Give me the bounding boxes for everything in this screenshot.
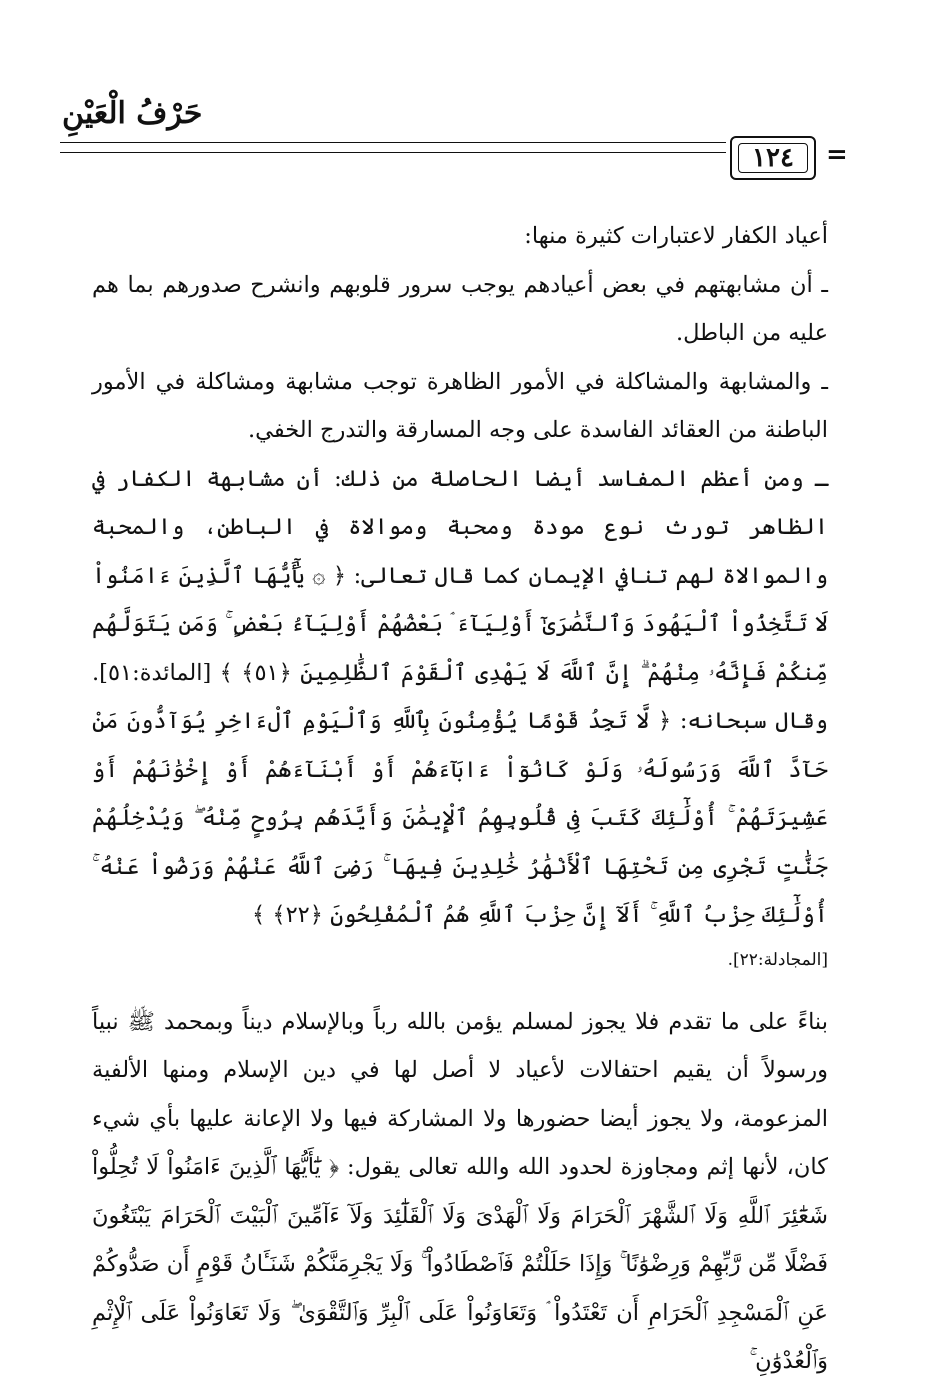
page-mark: = (826, 140, 848, 170)
page-number: ١٢٤ (752, 143, 794, 173)
paragraph-point-3: ـ ومن أعظم المفاسد أيضا الحاصلة من ذلك: أن مشابهة الكفار في الظاهر تورث نوع مودة ومحبة وموالاة في الباطن، والمحبة والموالاة لهم تنافي الإيمان كما قال تعالى: ﴿ ۞ يَٰٓأَيُّهَا ٱلَّذِينَ ءَامَنُواْ لَا تَتَّخِذُواْ ٱلْيَهُودَ وَٱلنَّصَٰرَىٰٓ أَوْلِيَآءَ ۘ بَعْضُهُمْ أَوْلِيَآءُ بَعْضٍ ۚ وَمَن يَتَوَلَّهُم مِّنكُمْ فَإِنَّهُۥ مِنْهُمْ ۗ إِنَّ ٱللَّهَ لَا يَهْدِى ٱلْقَوْمَ ٱلظَّٰلِمِينَ ﴿٥١﴾ ﴾ [المائدة:٥١]. وقال سبحانه: ﴿ لَّا تَجِدُ قَوْمًا يُؤْمِنُونَ بِٱللَّهِ وَٱلْيَوْمِ ٱلْءَاخِرِ يُوَآدُّونَ مَنْ حَآدَّ ٱللَّهَ وَرَسُولَهُۥ وَلَوْ كَانُوٓاْ ءَابَآءَهُمْ أَوْ أَبْنَآءَهُمْ أَوْ إِخْوَٰنَهُمْ أَوْ عَشِيرَتَهُمْ ۚ أُوْلَٰٓئِكَ كَتَبَ فِى قُلُوبِهِمُ ٱلْإِيمَٰنَ وَأَيَّدَهُم بِرُوحٍ مِّنْهُ ۖ وَيُدْخِلُهُمْ جَنَّٰتٍ تَجْرِى مِن تَحْتِهَا ٱلْأَنْهَٰرُ خَٰلِدِينَ فِيهَا ۚ رَضِىَ ٱللَّهُ عَنْهُمْ وَرَضُواْ عَنْهُ ۚ أُوْلَٰٓئِكَ حِزْبُ ٱللَّهِ ۚ أَلَآ إِنَّ حِزْبَ ٱللَّهِ هُمُ ٱلْمُفْلِحُونَ ﴿٢٢﴾ ﴾ (92, 465, 828, 928)
header-rule-top (60, 142, 726, 143)
paragraph-point-2: ـ والمشابهة والمشاكلة في الأمور الظاهرة توجب مشابهة ومشاكلة في الأمور الباطنة من العقائد الفاسدة على وجه المسارقة والتدرج الخفي. (92, 368, 828, 443)
running-title: حَرْفُ الْعَيْنِ (62, 96, 203, 131)
header-rule-bottom (60, 152, 726, 153)
page-body (92, 212, 828, 1386)
paragraph-point-1: ـ أن مشابهتهم في بعض أعيادهم يوجب سرور قلوبهم وانشرح صدورهم بما هم عليه من الباطل. (92, 271, 828, 346)
paragraph-intro: أعياد الكفار لاعتبارات كثيرة منها: (524, 223, 828, 249)
paragraph-ruling: بناءً على ما تقدم فلا يجوز لمسلم يؤمن بالله رباً وبالإسلام ديناً وبمحمد ﷺ نبياً ورسولاً أن يقيم احتفالات لأعياد لا أصل لها في دين الإسلام ومنها الألفية المزعومة، ولا يجوز أيضا حضورها ولا المشاركة فيها ولا الإعانة عليها بأي شيء كان، لأنها إثم ومجاوزة لحدود الله والله تعالى يقول: ﴿ يَٰٓأَيُّهَا ٱلَّذِينَ ءَامَنُواْ لَا تُحِلُّواْ شَعَٰٓئِرَ ٱللَّهِ وَلَا ٱلشَّهْرَ ٱلْحَرَامَ وَلَا ٱلْهَدْىَ وَلَا ٱلْقَلَٰٓئِدَ وَلَآ ءَآمِّينَ ٱلْبَيْتَ ٱلْحَرَامَ يَبْتَغُونَ فَضْلًا مِّن رَّبِّهِمْ وَرِضْوَٰنًا ۚ وَإِذَا حَلَلْتُمْ فَٱصْطَادُواْ ۚ وَلَا يَجْرِمَنَّكُمْ شَنَـَٔانُ قَوْمٍ أَن صَدُّوكُمْ عَنِ ٱلْمَسْجِدِ ٱلْحَرَامِ أَن تَعْتَدُواْ ۘ وَتَعَاوَنُواْ عَلَى ٱلْبِرِّ وَٱلتَّقْوَىٰ ۖ وَلَا تَعَاوَنُواْ عَلَى ٱلْإِثْمِ وَٱلْعُدْوَٰنِ ۚ (92, 1008, 828, 1374)
page-number-box (730, 136, 816, 180)
verse-citation: [المجادلة:٢٢]. (727, 949, 828, 970)
spacer (92, 980, 828, 998)
